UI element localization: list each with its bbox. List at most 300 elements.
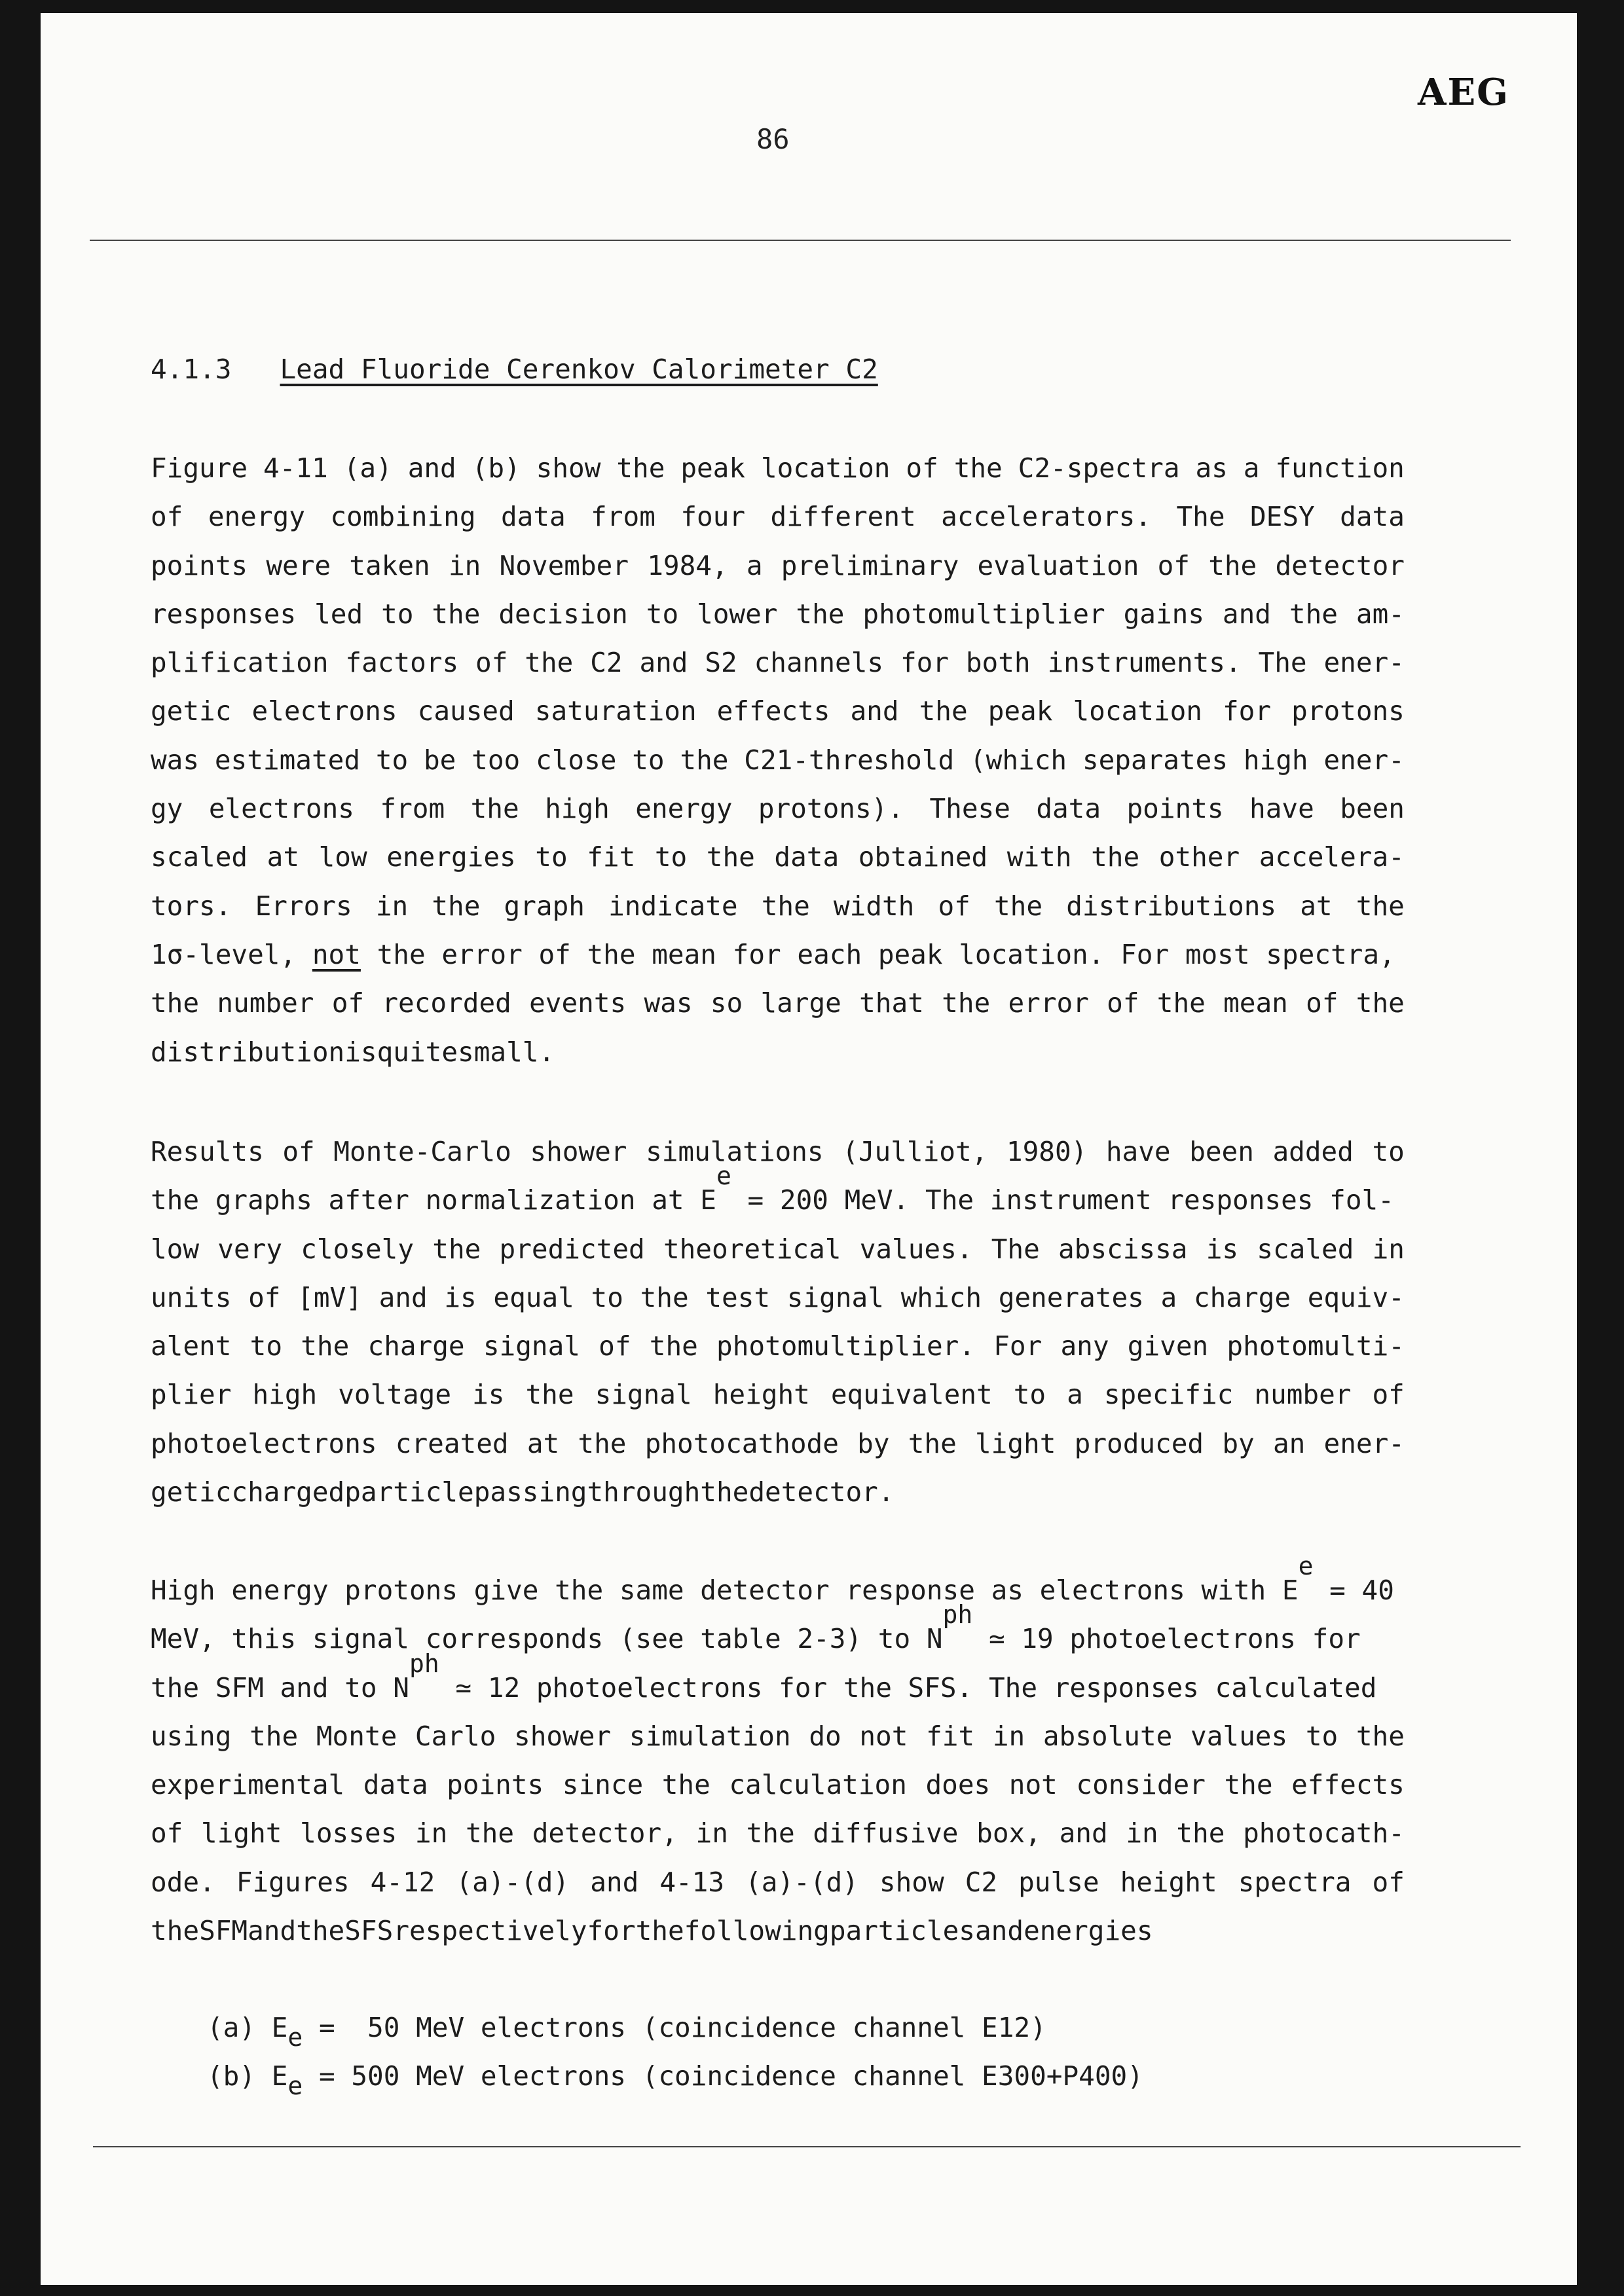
word: data: [500, 501, 566, 533]
word: the: [1208, 549, 1257, 581]
text-line: [151, 1858, 1405, 1906]
word: fit: [587, 841, 636, 873]
word: been: [1189, 1136, 1254, 1167]
word: of: [599, 1330, 631, 1362]
text-line: [151, 784, 1405, 833]
word: the: [525, 1379, 574, 1411]
text-line: [151, 979, 1405, 1027]
word: energies: [386, 841, 516, 873]
word: simulations: [646, 1136, 824, 1167]
subscript: e: [287, 2071, 303, 2100]
word: responses: [151, 598, 297, 630]
subscript: e: [287, 2023, 303, 2052]
word: low: [151, 1233, 200, 1265]
word: The: [1176, 501, 1225, 533]
word: (which: [969, 744, 1067, 776]
word: values.: [859, 1233, 973, 1265]
word: a: [1160, 1281, 1177, 1313]
word: closely: [301, 1233, 415, 1265]
word: 4-12: [370, 1866, 435, 1898]
word: number: [217, 987, 314, 1019]
word: units: [151, 1281, 232, 1313]
word: absolute: [1043, 1720, 1173, 1752]
word: for: [900, 647, 949, 679]
text-line: [151, 492, 1405, 541]
word: data: [1340, 501, 1405, 533]
word: is: [472, 1379, 505, 1411]
word: simulation: [629, 1720, 791, 1752]
text-line: [151, 930, 1405, 979]
word: the: [470, 793, 519, 825]
word: 4-13: [659, 1866, 725, 1898]
word: recorded: [382, 987, 511, 1019]
word: do: [809, 1720, 841, 1752]
word: specific: [1103, 1379, 1234, 1411]
page-number: 86: [756, 123, 790, 155]
word: so: [710, 987, 743, 1019]
word: 1984,: [647, 549, 728, 581]
word: were: [266, 549, 331, 581]
word: peak: [987, 695, 1053, 727]
word: the: [1224, 1769, 1273, 1801]
word: estimated: [214, 744, 361, 776]
word: diffusive: [813, 1817, 959, 1850]
word: mean: [1223, 987, 1288, 1019]
word: getic: [151, 695, 232, 727]
word: factors: [345, 647, 459, 679]
list-item: [207, 2003, 1189, 2052]
word: number: [1254, 1379, 1352, 1411]
word: that: [859, 987, 924, 1019]
word: obtained: [858, 841, 988, 873]
word: points: [151, 549, 248, 581]
word: to: [249, 1330, 283, 1362]
word: of: [938, 890, 970, 922]
word: light: [201, 1817, 282, 1850]
text-fragment: = 200 MeV. The instrument responses fol-: [731, 1184, 1394, 1216]
word: the: [746, 1817, 795, 1850]
word: pulse: [1018, 1866, 1099, 1898]
text-line: [151, 1712, 1405, 1760]
word: DESY: [1249, 501, 1315, 533]
word: the: [994, 890, 1043, 922]
word: as: [1195, 452, 1228, 484]
word: the: [432, 1233, 481, 1265]
word: data: [774, 841, 840, 873]
word: Errors: [255, 890, 352, 922]
word: plier: [151, 1379, 232, 1411]
word: location: [760, 452, 891, 484]
word: the: [1156, 987, 1206, 1019]
word: photoelectrons: [151, 1427, 377, 1459]
word: led: [314, 598, 363, 630]
text-line: [151, 444, 1405, 492]
word: C2-spectra: [1018, 452, 1180, 484]
word: accelerators.: [941, 501, 1152, 533]
word: the: [249, 1720, 299, 1752]
word: created: [395, 1427, 509, 1459]
word: (Julliot,: [842, 1136, 988, 1167]
word: the: [465, 1817, 515, 1850]
word: to: [591, 1281, 623, 1313]
word: close: [536, 744, 617, 776]
word: scaled: [151, 841, 248, 873]
word: does: [925, 1769, 991, 1801]
word: by: [857, 1427, 890, 1459]
word: is: [1206, 1233, 1239, 1265]
word: [mV]: [297, 1281, 362, 1313]
text-fragment: = 50 MeV electrons (coincidence channel E12): [303, 2012, 1046, 2043]
word: charge: [367, 1330, 465, 1362]
word: photomultiplier: [862, 598, 1105, 630]
text-fragment: ≃ 12 photoelectrons for the SFS. The responses calculated: [439, 1671, 1377, 1704]
word: and: [407, 452, 456, 484]
word: the: [296, 1915, 345, 1947]
word: energy: [635, 793, 733, 825]
text-line: [151, 687, 1405, 735]
word: Carlo: [415, 1720, 496, 1752]
word: four: [680, 501, 746, 533]
word: function: [1275, 452, 1405, 484]
word: photocathode: [644, 1427, 839, 1459]
word: have: [1249, 793, 1314, 825]
subscript: ph: [409, 1649, 439, 1678]
word: effects: [716, 695, 830, 727]
word: the: [432, 890, 481, 922]
word: light: [975, 1427, 1056, 1459]
subscript: e: [716, 1161, 731, 1191]
word: and: [378, 1281, 428, 1313]
word: the: [796, 598, 845, 630]
word: generates: [998, 1281, 1144, 1313]
word: not: [859, 1720, 908, 1752]
word: and: [1059, 1817, 1108, 1850]
word: in: [695, 1817, 728, 1850]
word: shower: [514, 1720, 612, 1752]
word: of: [1107, 987, 1139, 1019]
word: am-: [1356, 598, 1405, 630]
word: Results: [151, 1136, 264, 1167]
word: SFM: [199, 1915, 248, 1947]
scan-border: [1577, 0, 1624, 2296]
word: channels: [754, 647, 884, 679]
word: points: [1126, 793, 1224, 825]
text-line: [151, 1809, 1405, 1857]
word: electrons: [208, 793, 354, 825]
word: of: [331, 987, 365, 1019]
text-line: [151, 1225, 1405, 1273]
word: accelera-: [1259, 841, 1405, 873]
word: energy: [208, 501, 305, 533]
text-line: [151, 736, 1405, 784]
word: Monte: [316, 1720, 397, 1752]
subscript: ph: [942, 1600, 973, 1630]
word: of: [1372, 1379, 1405, 1411]
word: to: [632, 744, 665, 776]
word: S2: [705, 647, 737, 679]
word: the: [640, 1281, 689, 1313]
word: and: [850, 695, 899, 727]
word: The: [991, 1233, 1040, 1265]
word: and: [590, 1866, 639, 1898]
word: using: [151, 1720, 232, 1752]
word: the: [1356, 890, 1405, 922]
word: photomultiplier.: [716, 1330, 975, 1362]
word: following: [684, 1915, 830, 1947]
word: was: [644, 987, 693, 1019]
word: respectively: [393, 1915, 587, 1947]
word: decision: [498, 598, 628, 630]
word: plification: [151, 647, 329, 679]
text-line: [151, 590, 1405, 638]
word: gains: [1123, 598, 1204, 630]
word: distributions: [1066, 890, 1277, 922]
word: from: [380, 793, 445, 825]
text-line: [151, 1552, 1405, 1614]
text-fragment: 1σ-level,: [151, 938, 297, 970]
text-line: [151, 1322, 1405, 1370]
word: is: [444, 1281, 477, 1313]
word: the: [151, 987, 200, 1019]
word: have: [1105, 1136, 1171, 1167]
word: lower: [697, 598, 778, 630]
word: events: [529, 987, 627, 1019]
word: the: [301, 1330, 350, 1362]
word: to: [646, 598, 679, 630]
word: show: [879, 1866, 944, 1898]
word: the: [706, 841, 755, 873]
word: SFS: [344, 1915, 394, 1947]
word: data: [1036, 793, 1101, 825]
word: of: [151, 1817, 183, 1850]
subscript: e: [1298, 1552, 1314, 1580]
word: getic: [151, 1476, 232, 1508]
word: the: [761, 890, 810, 922]
section-title: Lead Fluoride Cerenkov Calorimeter C2: [280, 354, 878, 385]
word: the: [680, 744, 729, 776]
word: Figures: [236, 1866, 350, 1898]
word: the: [578, 1427, 627, 1459]
text-line: [151, 1906, 1405, 1955]
paragraph-peak-location: [151, 444, 1405, 1076]
word: the: [1176, 1817, 1225, 1850]
word: an: [1272, 1427, 1306, 1459]
footer-rule: [93, 2146, 1521, 2147]
word: preliminary: [781, 549, 959, 581]
word: voltage: [338, 1379, 452, 1411]
word: calculation: [729, 1769, 907, 1801]
text-line: [151, 1649, 1405, 1712]
word: equiv-: [1307, 1281, 1405, 1313]
word: which: [900, 1281, 982, 1313]
word: the: [525, 647, 574, 679]
word: to: [1013, 1379, 1046, 1411]
word: show: [536, 452, 601, 484]
word: ener-: [1323, 744, 1405, 776]
word: Figure: [151, 452, 248, 484]
word: the: [919, 695, 968, 727]
word: ener-: [1323, 647, 1405, 679]
word: charged: [231, 1476, 345, 1508]
word: separates: [1082, 744, 1228, 776]
word: spectra: [1238, 1866, 1352, 1898]
section-number: 4.1.3: [151, 354, 232, 385]
word: protons: [1291, 695, 1405, 727]
text-fragment: = 40: [1313, 1575, 1394, 1606]
word: to: [381, 598, 414, 630]
text-fragment: = 500 MeV electrons (coincidence channel E300+P400): [303, 2060, 1143, 2092]
text-line: [151, 882, 1405, 930]
word: be: [424, 744, 456, 776]
text-line: [151, 833, 1405, 881]
word: and: [975, 1915, 1024, 1947]
word: tors.: [151, 890, 232, 922]
word: (a): [343, 452, 392, 484]
text-fragment: High energy protons give the same detector response as electrons with E: [151, 1575, 1299, 1606]
word: instruments.: [1047, 647, 1242, 679]
word: consider: [1076, 1769, 1206, 1801]
word: and: [639, 647, 688, 679]
word: Monte-Carlo: [333, 1136, 511, 1167]
word: height: [712, 1379, 810, 1411]
word: in: [1372, 1233, 1405, 1265]
word: at: [267, 841, 300, 873]
word: of: [475, 647, 508, 679]
word: quite: [377, 1036, 458, 1068]
word: passing: [473, 1476, 587, 1508]
aeg-logo: AEG: [1418, 71, 1509, 114]
word: high: [1243, 744, 1308, 776]
word: charge: [1193, 1281, 1291, 1313]
word: fit: [926, 1720, 975, 1752]
word: width: [833, 890, 915, 922]
word: abscissa: [1058, 1233, 1188, 1265]
word: signal: [786, 1281, 884, 1313]
word: small.: [458, 1036, 555, 1068]
word: signal: [595, 1379, 692, 1411]
word: electrons: [251, 695, 397, 727]
word: box,: [976, 1817, 1041, 1850]
word: taken: [349, 549, 430, 581]
word: (a)-(d): [745, 1866, 858, 1898]
word: protons).: [758, 793, 904, 825]
word: equivalent: [830, 1379, 993, 1411]
word: the: [649, 1330, 698, 1362]
word: in: [448, 549, 481, 581]
text-fragment: the error of the mean for each peak location. For most spectra,: [377, 938, 1395, 970]
word: the: [432, 598, 481, 630]
word: the: [1091, 841, 1140, 873]
word: for: [1222, 695, 1272, 727]
word: alent: [151, 1330, 232, 1362]
word: error: [1008, 987, 1089, 1019]
word: the: [1289, 598, 1338, 630]
word: was: [151, 744, 200, 776]
word: not: [1008, 1769, 1058, 1801]
word: of: [906, 452, 938, 484]
word: high: [545, 793, 610, 825]
word: been: [1340, 793, 1405, 825]
list-item: [207, 2052, 1189, 2100]
word: (a)-(d): [456, 1866, 570, 1898]
word: 4-11: [263, 452, 328, 484]
word: with: [1006, 841, 1072, 873]
word: the: [635, 1915, 684, 1947]
word: the: [661, 1769, 710, 1801]
word: since: [562, 1769, 644, 1801]
header-rule: [90, 240, 1511, 241]
word: to: [375, 744, 409, 776]
word: at: [1300, 890, 1333, 922]
word: detector.: [748, 1476, 895, 1508]
word: C2: [965, 1866, 998, 1898]
word: both: [965, 647, 1031, 679]
word: to: [654, 841, 688, 873]
word: the: [1356, 987, 1405, 1019]
word: test: [705, 1281, 771, 1313]
word: graph: [504, 890, 585, 922]
word: of: [248, 1281, 281, 1313]
word: evaluation: [977, 549, 1139, 581]
word: photomulti-: [1227, 1330, 1405, 1362]
word: of: [1372, 1866, 1405, 1898]
word: scaled: [1257, 1233, 1354, 1265]
word: For: [993, 1330, 1043, 1362]
word: theoretical: [663, 1233, 841, 1265]
word: the: [953, 452, 1003, 484]
word: low: [318, 841, 367, 873]
word: the: [942, 987, 991, 1019]
word: ode.: [151, 1866, 215, 1898]
word: different: [770, 501, 916, 533]
word: signal: [483, 1330, 580, 1362]
word: detector: [1275, 549, 1405, 581]
text-line: [151, 1127, 1405, 1176]
word: data: [363, 1769, 428, 1801]
word: ener-: [1323, 1427, 1405, 1459]
text-line: [151, 638, 1405, 687]
word: 1980): [1006, 1136, 1088, 1167]
word: produced: [1074, 1427, 1204, 1459]
word: points: [447, 1769, 544, 1801]
word: a: [1067, 1379, 1083, 1411]
word: in: [415, 1817, 448, 1850]
text-line: [151, 1468, 1405, 1516]
text-line: [151, 1760, 1405, 1809]
text-line: [151, 1161, 1405, 1224]
word: gy: [151, 793, 183, 825]
word: the: [151, 1915, 200, 1947]
word: combining: [330, 501, 476, 533]
particle-energy-list: [207, 2003, 1189, 2100]
text-line: [151, 1028, 1405, 1076]
text-fragment: the graphs after normalization at E: [151, 1184, 716, 1216]
word: through: [587, 1476, 701, 1508]
word: C21-threshold: [744, 744, 955, 776]
word: and: [1222, 598, 1271, 630]
word: of: [151, 501, 183, 533]
word: in: [375, 890, 409, 922]
word: the: [616, 452, 665, 484]
text-line: [151, 1600, 1405, 1663]
word: caused: [417, 695, 515, 727]
word: of: [1157, 549, 1190, 581]
paragraph-monte-carlo: [151, 1127, 1405, 1516]
word: from: [591, 501, 655, 533]
word: peak: [680, 452, 746, 484]
word: predicted: [499, 1233, 645, 1265]
word: is: [344, 1036, 377, 1068]
